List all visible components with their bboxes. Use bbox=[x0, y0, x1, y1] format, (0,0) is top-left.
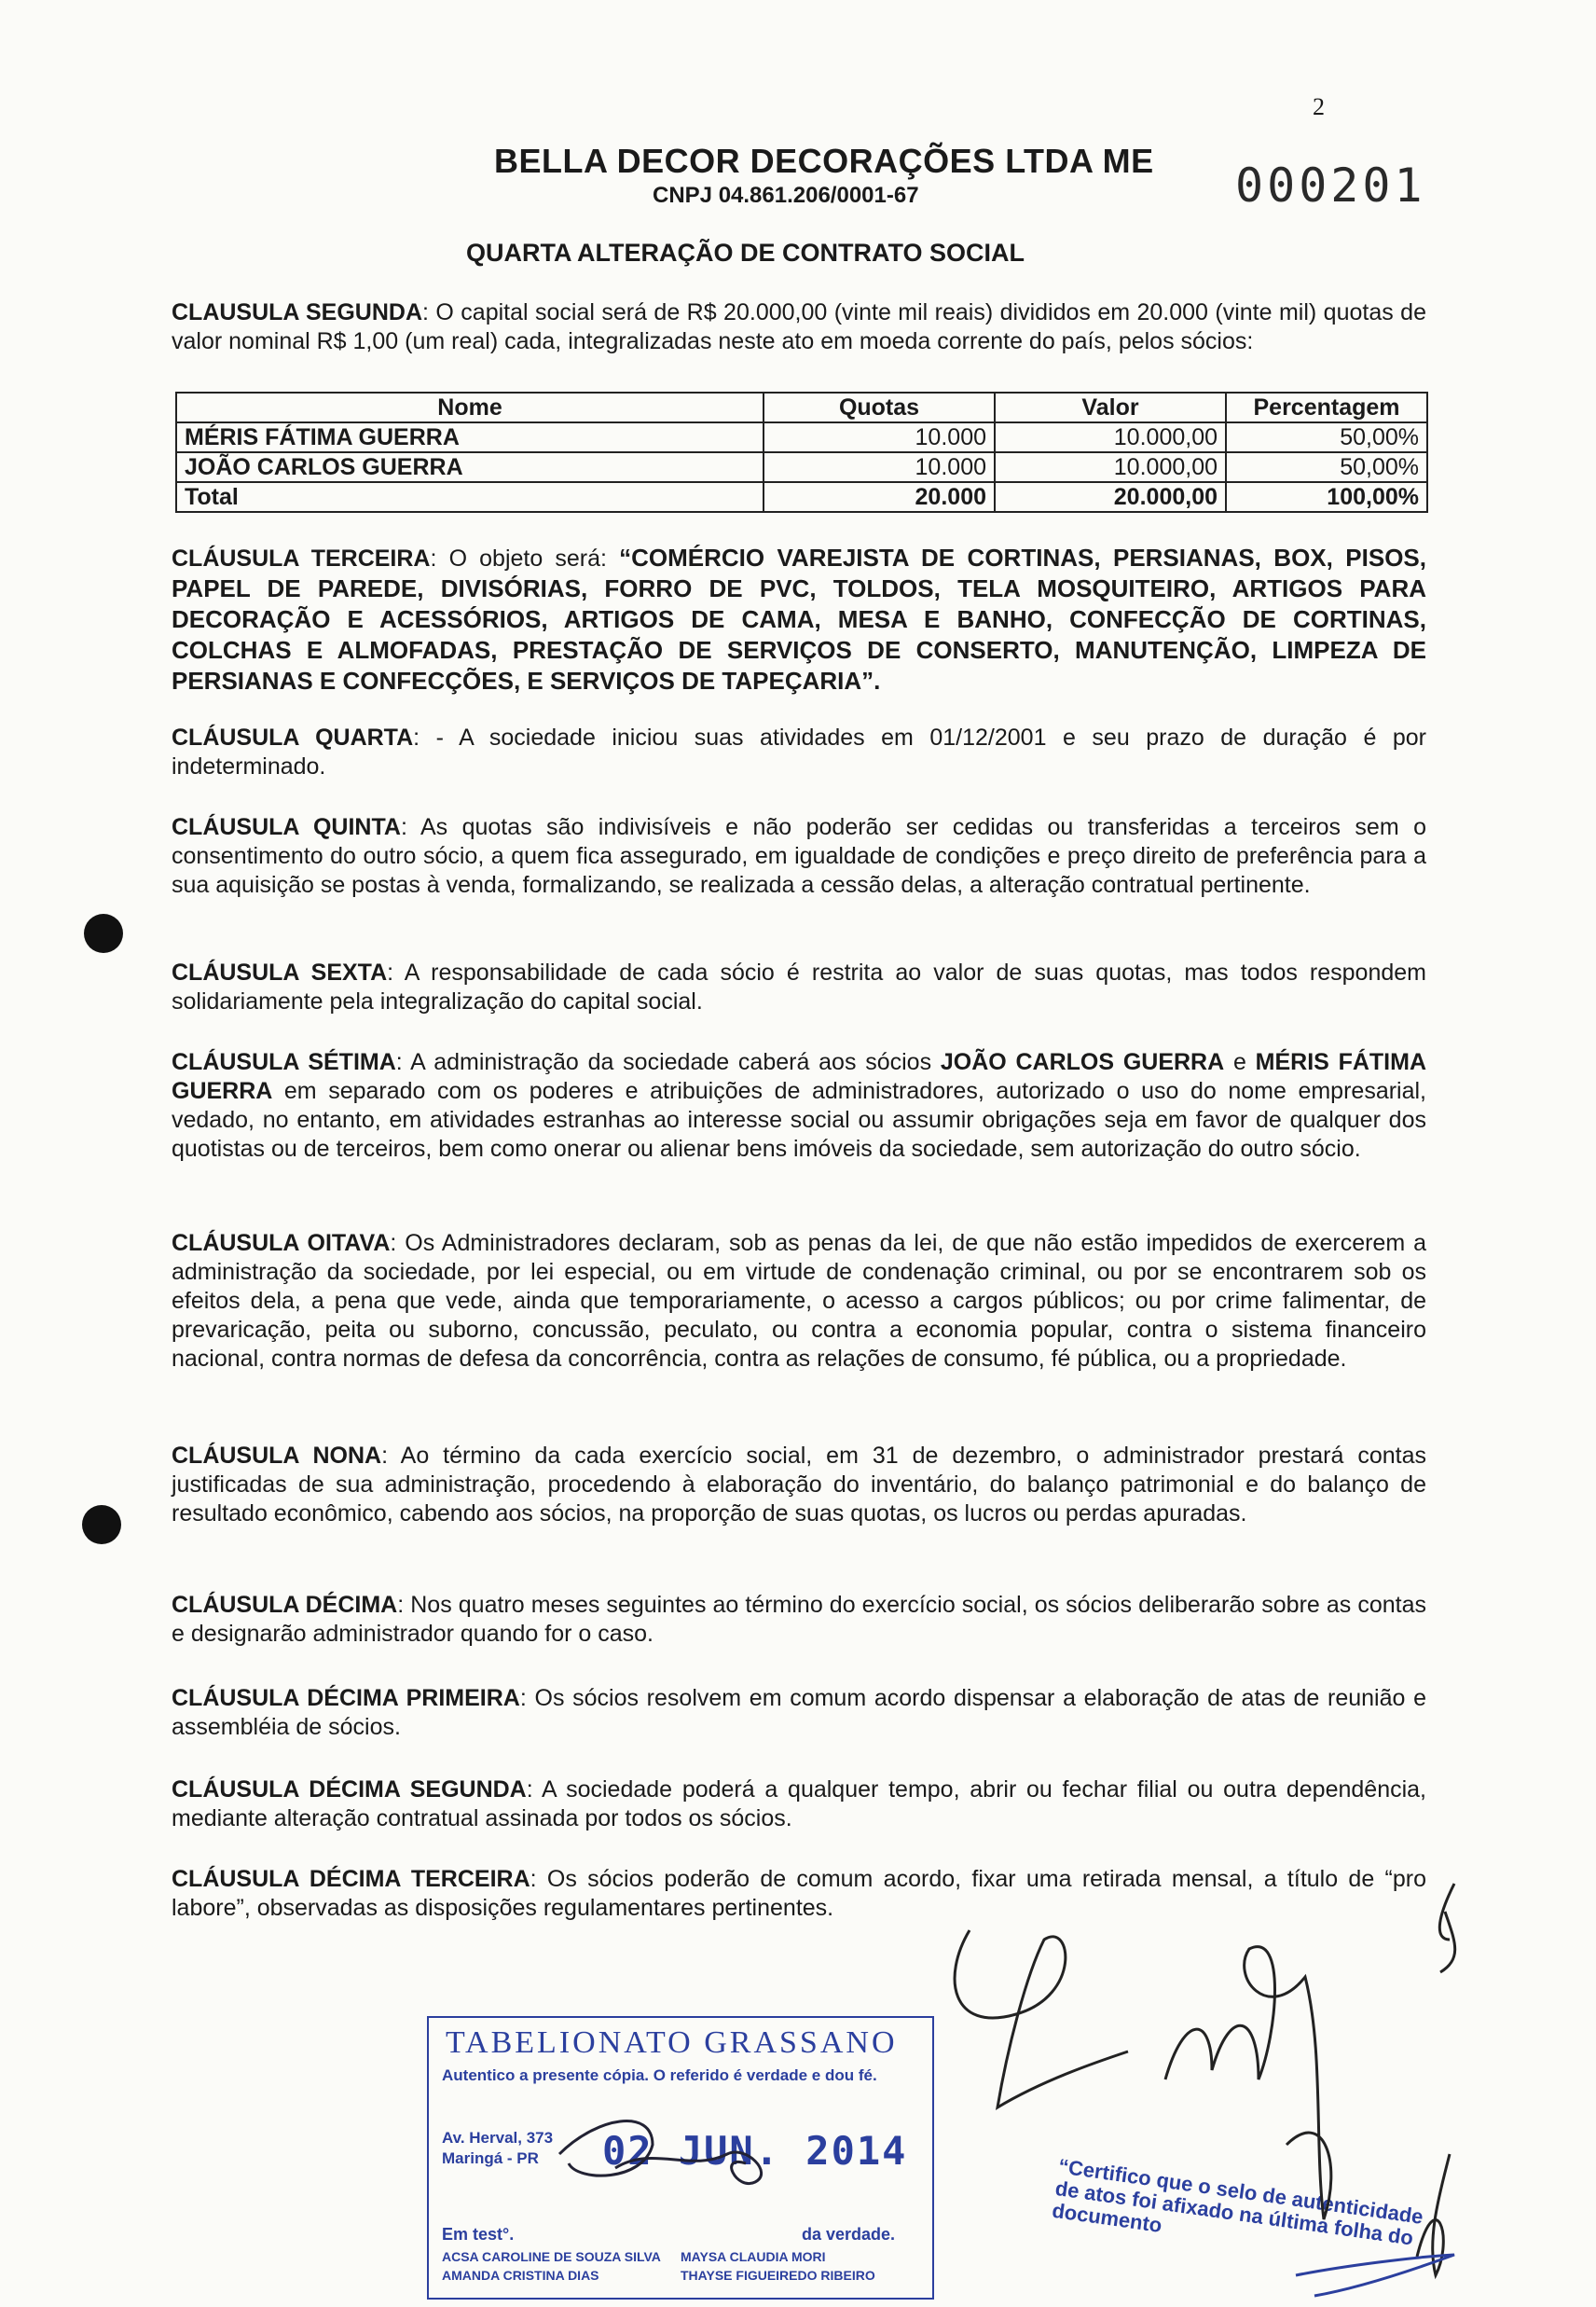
clerk-name: AMANDA CRISTINA DIAS bbox=[442, 2268, 599, 2283]
certification-note: “Certifico que o selo de autenticidade de atos foi afixado na última folha do documento bbox=[1051, 2154, 1425, 2250]
clause-text: : Os sócios resolvem em comum acordo dispensar a elaboração de atas de reunião e assembléia de sócios. bbox=[172, 1685, 1426, 1740]
partner-name: JOÃO CARLOS GUERRA bbox=[940, 1049, 1225, 1075]
company-cnpj: CNPJ 04.861.206/0001-67 bbox=[653, 183, 919, 208]
clause-text: : Os Administradores declaram, sob as penas da lei, de que não estão impedidos de exercerem a administração da sociedade, por lei especial, ou em virtude de condenação criminal, ou por se encontrarem sob os efeitos dela, a pena que vede, ainda que temporariamente, o acesso a cargos públicos; ou por crime falimentar, de prevaricação, peita ou suborno, concussão, peculato, ou contra a economia popular, contra o sistema financeiro nacional, contra normas de defesa da concorrência, contra as relações de consumo, fé pública, ou a propriedade. bbox=[172, 1230, 1427, 1372]
cell-percent: 50,00% bbox=[1226, 422, 1427, 452]
clause-label: CLÁUSULA DÉCIMA bbox=[172, 1592, 398, 1618]
clause-label: CLÁUSULA QUINTA bbox=[172, 814, 401, 840]
clause-label: CLÁUSULA NONA bbox=[172, 1443, 382, 1469]
cell-percent: 50,00% bbox=[1226, 452, 1427, 482]
clause-label: CLÁUSULA QUARTA bbox=[172, 725, 414, 751]
clause-label: CLÁUSULA TERCEIRA bbox=[172, 546, 431, 572]
clause-text: : As quotas são indivisíveis e não poderão ser cedidas ou transferidas a terceiros sem o consentimento do outro sócio, a quem fica assegurado, em igualdade de condições e preço direito de preferência para a sua aquisição se postas à venda, formalizando, se realizada a cessão delas, a alteração contratual pertinente. bbox=[172, 814, 1426, 898]
header-quotas: Quotas bbox=[764, 393, 995, 422]
stamp-signature bbox=[559, 2121, 762, 2184]
clause-label: CLAUSULA SEGUNDA bbox=[172, 299, 423, 325]
clause-text: : O objeto será: bbox=[430, 546, 620, 572]
notary-subtitle: Autentico a presente cópia. O referido é verdade e dou fé. bbox=[442, 2066, 877, 2084]
clause-text: : Ao término da cada exercício social, em 31 de dezembro, o administrador prestará contas justificadas de sua administração, procedendo à elaboração do inventário, do balanço patrimonial e do balanço de resultado econômico, cabendo aos sócios, na proporção de suas quotas, os lucros ou perdas apuradas. bbox=[172, 1443, 1426, 1526]
cell-name: MÉRIS FÁTIMA GUERRA bbox=[176, 422, 764, 452]
cell-valor: 10.000,00 bbox=[995, 422, 1226, 452]
cell-quotas: 10.000 bbox=[764, 422, 995, 452]
clerk-name: MAYSA CLAUDIA MORI bbox=[681, 2249, 826, 2264]
clause-label: CLÁUSULA DÉCIMA TERCEIRA bbox=[172, 1866, 530, 1892]
cert-underline bbox=[1296, 2255, 1454, 2296]
header-percentagem: Percentagem bbox=[1226, 393, 1427, 422]
header-nome: Nome bbox=[176, 393, 764, 422]
clause-label: CLÁUSULA DÉCIMA SEGUNDA bbox=[172, 1776, 527, 1803]
clause-text: : A administração da sociedade caberá aos sócios bbox=[395, 1049, 941, 1075]
clause-label: CLÁUSULA DÉCIMA PRIMEIRA bbox=[172, 1685, 520, 1711]
partner-name: MÉRIS FÁTIMA GUERRA bbox=[172, 1049, 1427, 1104]
sheet-number: 000201 bbox=[1235, 159, 1426, 213]
notary-date: 02 JUN. 2014 bbox=[602, 2128, 908, 2174]
page-number: 2 bbox=[1313, 93, 1325, 120]
notary-title: TABELIONATO GRASSANO bbox=[446, 2025, 898, 2060]
cell-valor: 10.000,00 bbox=[995, 452, 1226, 482]
cell-name: JOÃO CARLOS GUERRA bbox=[176, 452, 764, 482]
clause-label: CLÁUSULA SEXTA bbox=[172, 960, 388, 986]
company-name: BELLA DECOR DECORAÇÕES LTDA ME bbox=[494, 142, 1154, 180]
clause-label: CLÁUSULA SÉTIMA bbox=[172, 1049, 396, 1075]
notary-address-line: Maringá - PR bbox=[442, 2149, 539, 2167]
document-title: QUARTA ALTERAÇÃO DE CONTRATO SOCIAL bbox=[466, 239, 1025, 267]
notary-truth: da verdade. bbox=[802, 2225, 896, 2244]
clause-label: CLÁUSULA OITAVA bbox=[172, 1230, 391, 1256]
signature-2 bbox=[1165, 1947, 1331, 2219]
cell-quotas: 10.000 bbox=[764, 452, 995, 482]
clause-text: : A responsabilidade de cada sócio é restrita ao valor de suas quotas, mas todos respondem solidariamente pela integralização do capital social. bbox=[172, 960, 1427, 1015]
notary-address-line: Av. Herval, 373 bbox=[442, 2129, 554, 2147]
cell-total-percent: 100,00% bbox=[1226, 482, 1427, 512]
clerk-name: ACSA CAROLINE DE SOUZA SILVA bbox=[442, 2249, 661, 2264]
signature-3 bbox=[1417, 1884, 1455, 2275]
clause-text: : O capital social será de R$ 20.000,00 (vinte mil reais) divididos em 20.000 (vinte mil) quotas de valor nominal R$ 1,00 (um real) cada, integralizadas neste ato em moeda corrente do país, pelos sócios: bbox=[172, 299, 1426, 354]
clause-text: : Nos quatro meses seguintes ao término do exercício social, os sócios deliberarão sobre as contas e designarão administrador quando for o caso. bbox=[172, 1592, 1426, 1647]
clause-text: : - A sociedade iniciou suas atividades em 01/12/2001 e seu prazo de duração é por indeterminado. bbox=[172, 725, 1426, 780]
signature-1 bbox=[955, 1930, 1128, 2107]
cell-total-quotas: 20.000 bbox=[764, 482, 995, 512]
clause-object: “COMÉRCIO VAREJISTA DE CORTINAS, PERSIANAS, BOX, PISOS, PAPEL DE PAREDE, DIVISÓRIAS, FORRO DE PVC, TOLDOS, TELA MOSQUITEIRO, ARTIGOS PARA DECORAÇÃO E ACESSÓRIOS, ARTIGOS DE CAMA, MESA E BANHO, CONFECÇÃO DE CORTINAS, COLCHAS E ALMOFADAS, PRESTAÇÃO DE SERVIÇOS DE CONSERTO, MANUTENÇÃO, LIMPEZA DE PERSIANAS E CONFECÇÕES, E SERVIÇOS DE TAPEÇARIA”. bbox=[172, 544, 1426, 695]
cell-total-valor: 20.000,00 bbox=[995, 482, 1226, 512]
clause-text: em separado com os poderes e atribuições de administradores, autorizado o uso do nome empresarial, vedado, no entanto, em atividades estranhas ao interesse social ou assumir obrigações seja em favor de qualquer dos quotistas ou de terceiros, bem como onerar ou alienar bens imóveis da sociedade, sem autorização do outro sócio. bbox=[172, 1078, 1426, 1162]
clause-text: : Os sócios poderão de comum acordo, fixar uma retirada mensal, a título de “pro labore”, observadas as disposições regulamentares pertinentes. bbox=[172, 1866, 1426, 1921]
conjunction: e bbox=[1224, 1049, 1256, 1075]
cell-total-label: Total bbox=[176, 482, 764, 512]
clause-text: : A sociedade poderá a qualquer tempo, abrir ou fechar filial ou outra dependência, mediante alteração contratual assinada por todos os sócios. bbox=[172, 1776, 1427, 1831]
header-valor: Valor bbox=[995, 393, 1226, 422]
clerk-name: THAYSE FIGUEIREDO RIBEIRO bbox=[681, 2268, 875, 2283]
notary-testimony: Em test°. bbox=[442, 2225, 515, 2244]
